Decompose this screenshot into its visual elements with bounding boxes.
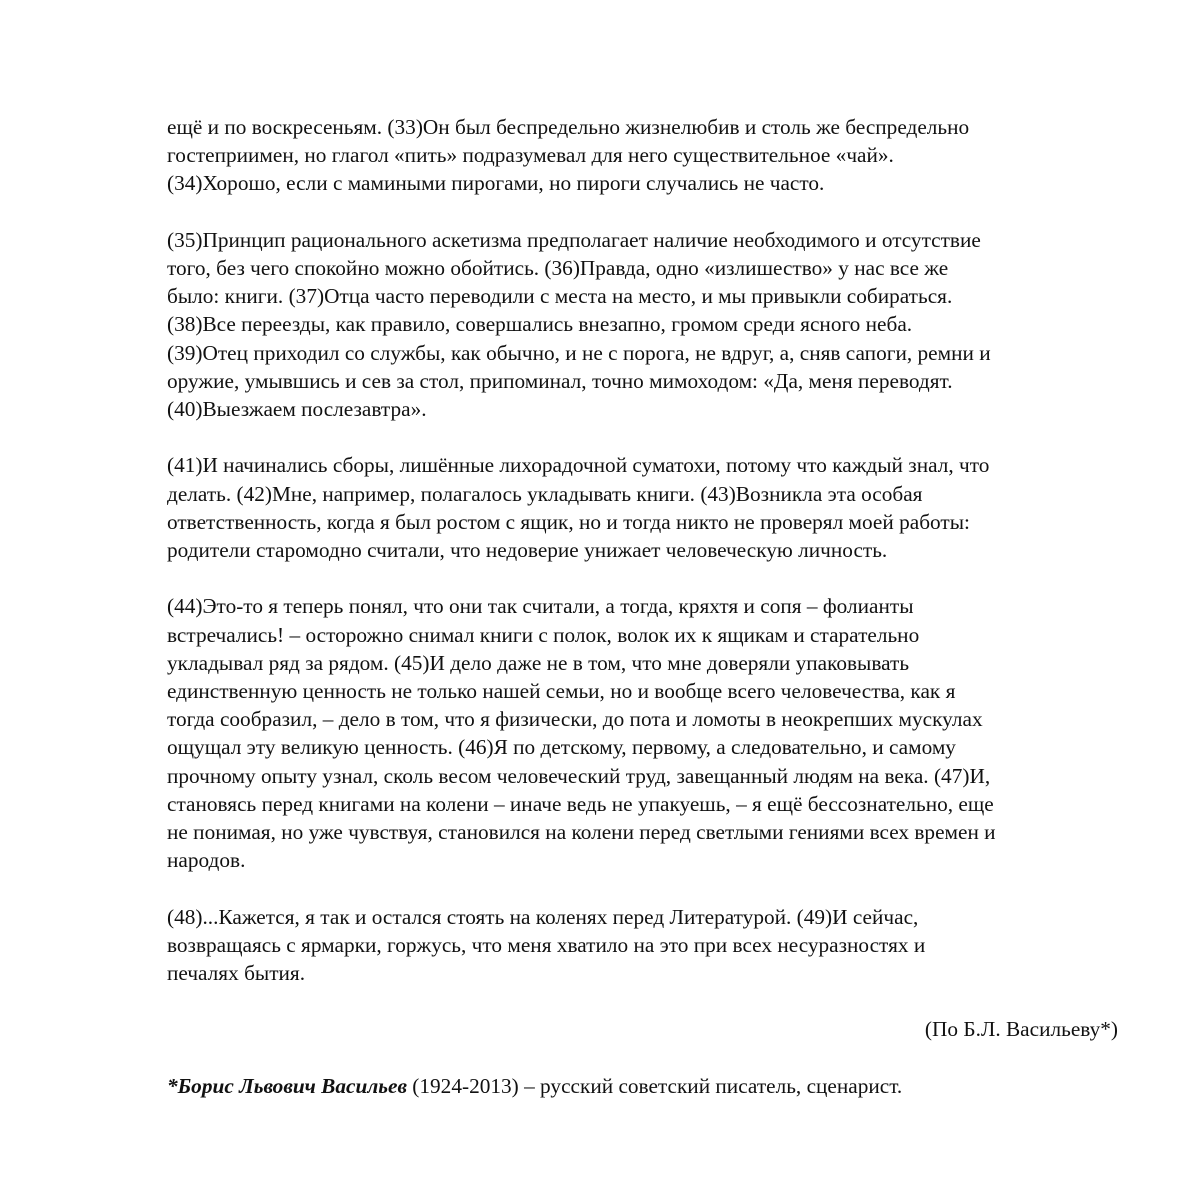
source-attribution: (По Б.Л. Васильеву*) xyxy=(924,1017,1118,1042)
author-description: (1924-2013) – русский советский писатель, сценарист. xyxy=(406,1073,903,1098)
document-page xyxy=(167,113,1127,1100)
author-footnote xyxy=(167,1072,1127,1100)
paragraph-2: (35)Принцип рационального аскетизма предполагает наличие необходимого и отсутствие того, без чего спокойно можно обойтись. (36)Правда, одно «излишество» у нас все же было: книги. (37)Отца часто переводили с места на место, и мы привыкли собираться. (38)Все переезды, как правило, совершались внезапно, громом среди ясного неба. (39)Отец приходил со службы, как обычно, и не с порога, не вдруг, а, сняв сапоги, ремни и оружие, умывшись и сев за стол, припоминал, точно мимоходом: «Да, меня переводят. (40)Выезжаем послезавтра». xyxy=(167,227,991,422)
paragraph-5: (48)...Кажется, я так и остался стоять на коленях перед Литературой. (49)И сейчас, возвращаясь с ярмарки, горжусь, что меня хватило на это при всех несуразностях и печалях бытия. xyxy=(167,904,926,986)
paragraph-1: ещё и по воскресеньям. (33)Он был беспредельно жизнелюбив и столь же беспредельно гостеприимен, но глагол «пить» подразумевал для него существительное «чай». (34)Хорошо, если с мамиными пирогами, но пироги случались не часто. xyxy=(167,115,970,196)
paragraph-4: (44)Это-то я теперь понял, что они так считали, а тогда, кряхтя и сопя – фолианты встречались! – осторожно снимал книги с полок, волок их к ящикам и старательно укладывал ряд за рядом. (45)И дело даже не в том, что мне доверяли упаковывать единственную ценность не только нашей семьи, но и вообще всего человечества, как я тогда сообразил, – дело в том, что я физически, до пота и ломоты в неокрепших мускулах ощущал эту великую ценность. (46)Я по детскому, первому, а следовательно, и самому прочному опыту узнал, сколь весом человеческий труд, завещанный людям на века. (47)И, становясь перед книгами на колени – иначе ведь не упакуешь, – я ещё бессознательно, еще не понимая, но уже чувствуя, становился на колени перед светлыми гениями всех времен и народов. xyxy=(167,594,996,873)
author-name: *Борис Львович Васильев xyxy=(167,1073,407,1098)
paragraph-3: (41)И начинались сборы, лишённые лихорадочной суматохи, потому что каждый знал, что делать. (42)Мне, например, полагалось укладывать книги. (43)Возникла эта особая ответственность, когда я был ростом с ящик, но и тогда никто не проверял моей работы: родители старомодно считали, что недоверие унижает человеческую личность. xyxy=(167,453,990,563)
